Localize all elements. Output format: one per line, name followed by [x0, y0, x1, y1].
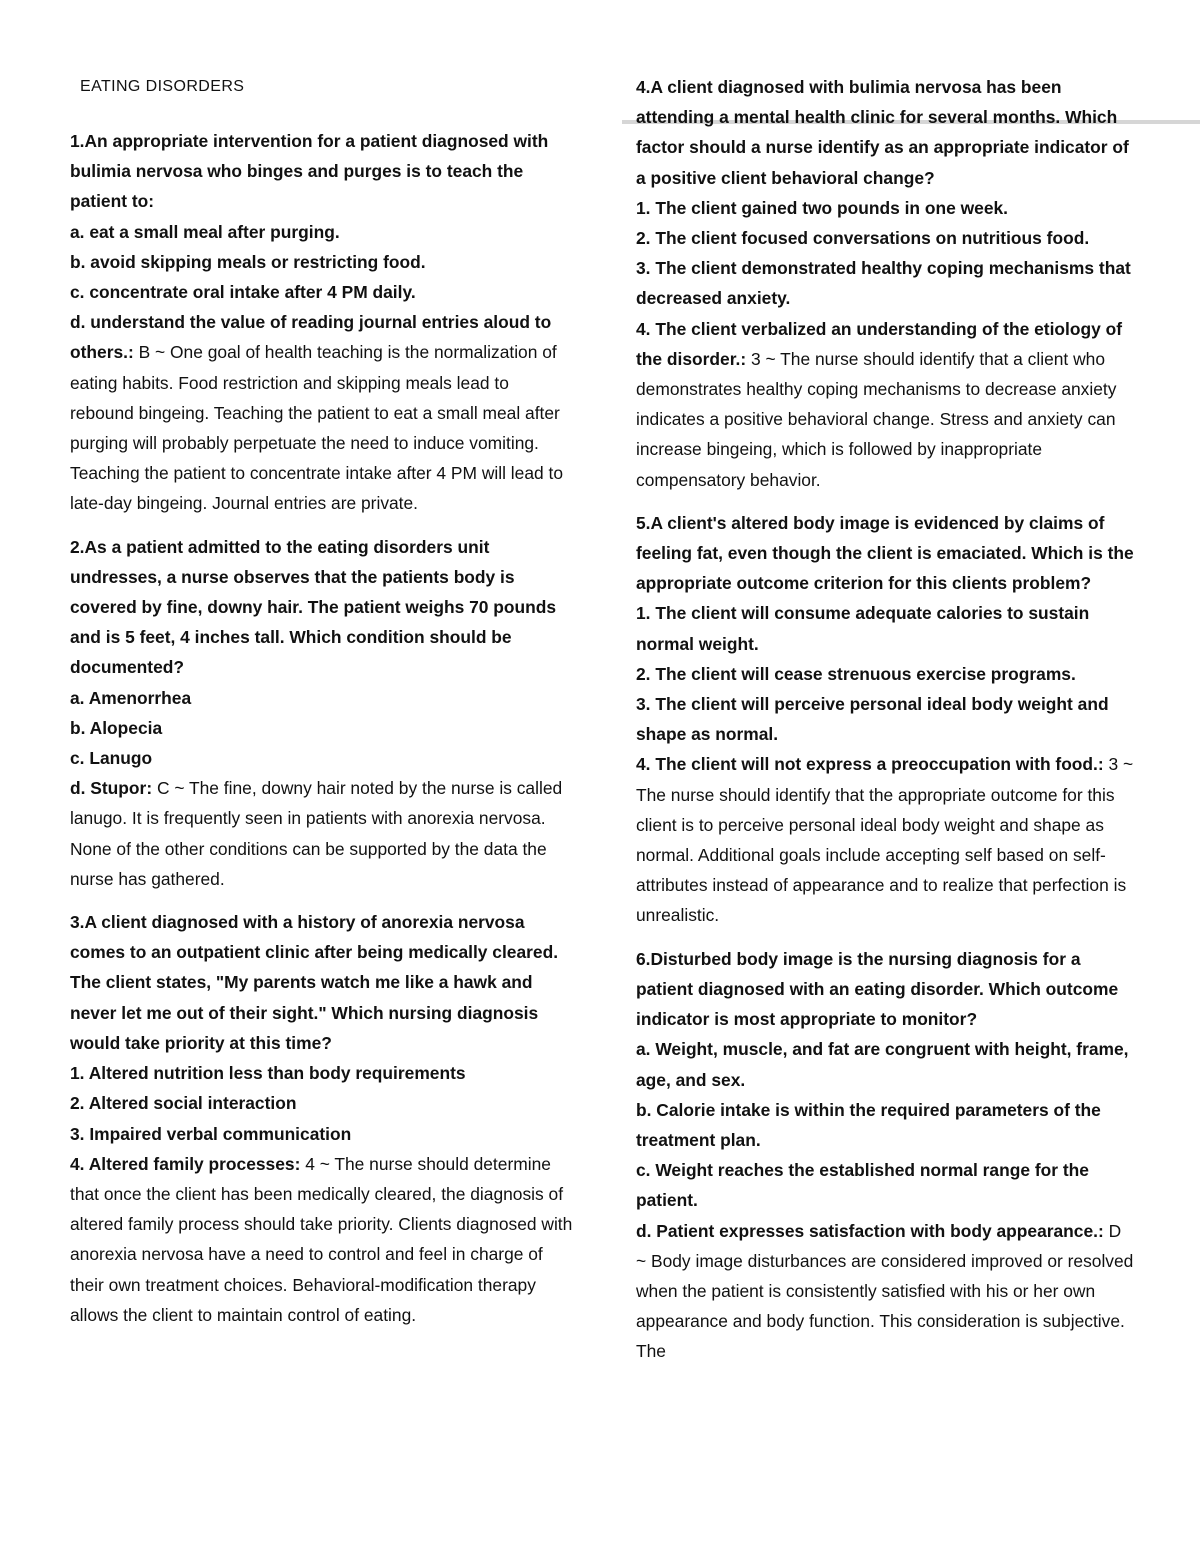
- answer-option: c. concentrate oral intake after 4 PM daily.: [70, 282, 416, 303]
- question-6: [636, 944, 1136, 1367]
- answer-option: 4. The client will not express a preoccupation with food.:: [636, 754, 1104, 775]
- question-5: [636, 508, 1136, 931]
- answer-option: 1. The client will consume adequate calories to sustain normal weight.: [636, 603, 1090, 654]
- question-stem: 3.A client diagnosed with a history of anorexia nervosa comes to an outpatient clinic after being medically cleared. The client states, "My parents watch me like a hawk and never let me out of their sight." Which nursing diagnosis would take priority at this time?: [70, 912, 559, 1053]
- document-title: EATING DISORDERS: [80, 78, 245, 95]
- answer-option: 3. The client demonstrated healthy coping mechanisms that decreased anxiety.: [636, 258, 1131, 309]
- answer-option: b. Alopecia: [70, 717, 163, 738]
- answer-option: c. Lanugo: [70, 748, 153, 769]
- answer-option: d. Stupor:: [70, 778, 153, 799]
- answer-option: 3. Impaired verbal communication: [70, 1123, 352, 1144]
- answer-option: 1. The client gained two pounds in one week.: [636, 197, 1009, 218]
- answer-option: 2. The client will cease strenuous exercise programs.: [636, 663, 1076, 684]
- answer-option: d. Patient expresses satisfaction with body appearance.:: [636, 1220, 1104, 1241]
- question-stem: 4.A client diagnosed with bulimia nervosa has been attending a mental health clinic for several months. Which factor should a nurse identify as an appropriate indicator of a positive client behavioral change?: [636, 77, 1129, 188]
- answer-option: a. eat a small meal after purging.: [70, 221, 340, 242]
- answer-rationale: 3 ~ The nurse should identify that a client who demonstrates healthy coping mechanisms to decrease anxiety indicates a positive behavioral change. Stress and anxiety can increase bingeing, which is followed by inappropriate compensatory behavior.: [636, 348, 1117, 490]
- answer-rationale: 3 ~ The nurse should identify that the appropriate outcome for this client is to perceive personal ideal body weight and shape as normal. Additional goals include accepting self based on self-attributes instead of appearance and to realize that perfection is unrealistic.: [636, 754, 1134, 926]
- question-1: [70, 126, 575, 519]
- answer-option: 2. Altered social interaction: [70, 1093, 297, 1114]
- answer-option: b. Calorie intake is within the required parameters of the treatment plan.: [636, 1099, 1101, 1150]
- answer-option: a. Weight, muscle, and fat are congruent with height, frame, age, and sex.: [636, 1039, 1129, 1090]
- answer-rationale: 4 ~ The nurse should determine that once the client has been medically cleared, the diagnosis of altered family process should take priority. Clients diagnosed with anorexia nervosa have a need to control and feel in charge of their own treatment choices. Behavioral-modification therapy allows the client to maintain control of eating.: [70, 1153, 573, 1325]
- answer-rationale: C ~ The fine, downy hair noted by the nurse is called lanugo. It is frequently seen in patients with anorexia nervosa. None of the other conditions can be supported by the data the nurse has gathered.: [70, 778, 563, 889]
- right-column: [636, 72, 1136, 1380]
- answer-option: d. understand the value of reading journal entries aloud to others.:: [70, 312, 552, 363]
- answer-option: 4. The client verbalized an understanding of the etiology of the disorder.:: [636, 318, 1123, 369]
- answer-option: a. Amenorrhea: [70, 687, 192, 708]
- question-stem: 6.Disturbed body image is the nursing diagnosis for a patient diagnosed with an eating disorder. Which outcome indicator is most appropriate to monitor?: [636, 948, 1119, 1030]
- answer-option: c. Weight reaches the established normal range for the patient.: [636, 1160, 1089, 1211]
- question-3: [70, 907, 575, 1330]
- answer-option: 3. The client will perceive personal ideal body weight and shape as normal.: [636, 694, 1109, 745]
- left-column: [70, 126, 575, 1343]
- answer-option: 1. Altered nutrition less than body requirements: [70, 1063, 466, 1084]
- question-stem: 2.As a patient admitted to the eating disorders unit undresses, a nurse observes that the patients body is covered by fine, downy hair. The patient weighs 70 pounds and is 5 feet, 4 inches tall. Which condition should be documented?: [70, 536, 557, 678]
- question-4: [636, 72, 1136, 495]
- question-stem: 5.A client's altered body image is evidenced by claims of feeling fat, even though the client is emaciated. Which is the appropriate outcome criterion for this clients problem?: [636, 512, 1134, 594]
- answer-rationale: B ~ One goal of health teaching is the normalization of eating habits. Food restriction and skipping meals lead to rebound bingeing. Teaching the patient to eat a small meal after purging will probably perpetuate the need to induce vomiting. Teaching the patient to concentrate intake after 4 PM will lead to late-day bingeing. Journal entries are private.: [70, 342, 564, 514]
- answer-option: 2. The client focused conversations on nutritious food.: [636, 228, 1090, 249]
- question-stem: 1.An appropriate intervention for a patient diagnosed with bulimia nervosa who binges and purges is to teach the patient to:: [70, 131, 549, 212]
- answer-option: 4. Altered family processes:: [70, 1153, 301, 1174]
- question-2: [70, 532, 575, 894]
- answer-rationale: D ~ Body image disturbances are considered improved or resolved when the patient is consistently satisfied with his or her own appearance and body function. This consideration is subjective. The: [636, 1220, 1134, 1362]
- answer-option: b. avoid skipping meals or restricting food.: [70, 251, 426, 272]
